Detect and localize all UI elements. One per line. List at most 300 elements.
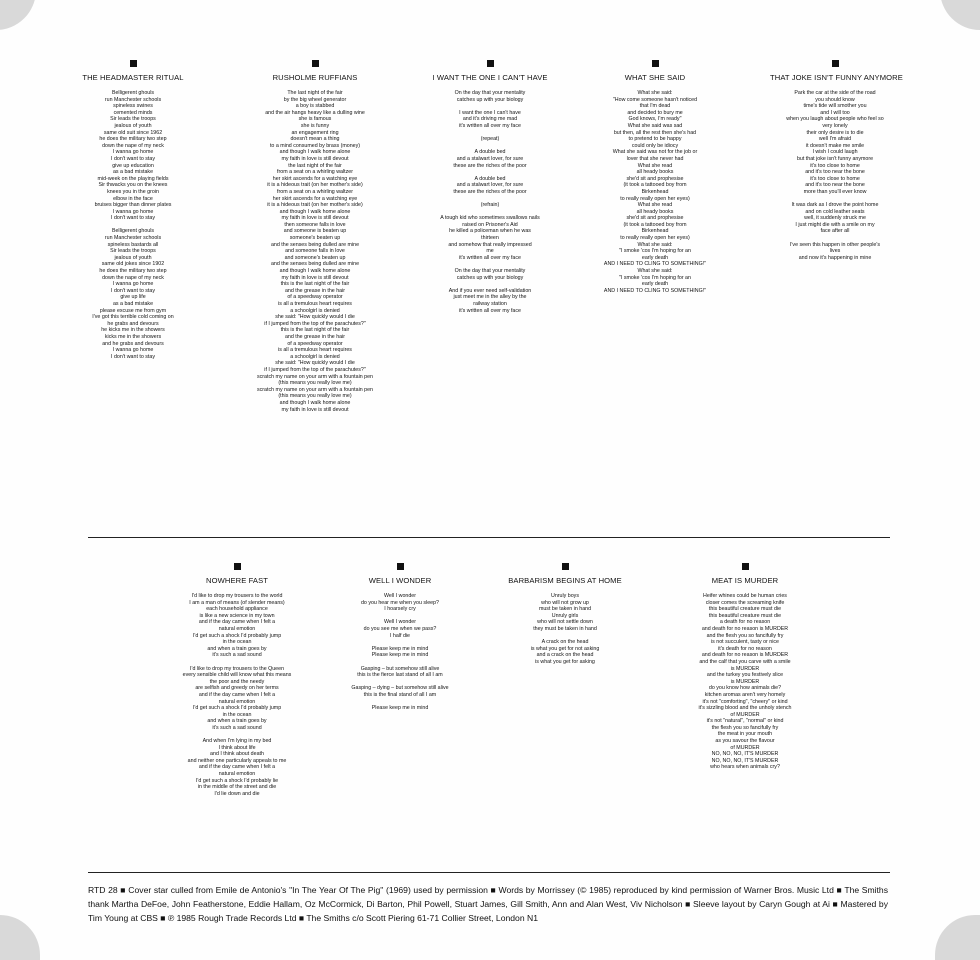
square-bullet-icon — [397, 563, 404, 570]
lyric-line: it's written all over my face — [459, 254, 521, 261]
lyric-line — [420, 143, 560, 150]
lyric-line: and though I walk home alone — [279, 399, 351, 406]
lyric-line: it is a hideous trait (on her mother's side) — [267, 182, 363, 189]
lyric-line: is MURDER — [730, 665, 760, 672]
lyric-line: a schoolgirl is denied — [290, 307, 340, 314]
song-title: THE HEADMASTER RITUAL — [82, 73, 184, 82]
lyric-line: this beautiful creature must die — [708, 606, 782, 613]
lyric-line: down the nape of my neck — [102, 274, 164, 281]
lyric-line: spineless swines — [113, 103, 153, 110]
lyric-line: and someone is beaten up — [283, 228, 347, 235]
lyric-line: run Manchester schools — [104, 96, 162, 103]
lyric-line: early death — [641, 281, 669, 288]
lyric-line: well I'm afraid — [818, 136, 852, 143]
lyric-line: (it took a tattooed boy from — [623, 221, 687, 228]
lyric-line: the last night of the fair — [288, 162, 342, 169]
lyric-line: well, it suddenly struck me — [804, 215, 866, 222]
lyric-line: and if the day came when I felt a — [198, 691, 276, 698]
lyric-line: Sir leads the troops — [110, 248, 156, 255]
lyric-line: is all a tremulous heart requires — [278, 301, 352, 307]
song-lyrics — [78, 90, 188, 360]
lyric-line: it's not "comforting", "cheery" or kind — [702, 698, 788, 705]
lyric-line: Please keep me in mind — [371, 705, 429, 712]
song-title: BARBARISM BEGINS AT HOME — [508, 576, 622, 585]
song-lyrics — [340, 593, 460, 712]
lyric-line: doesn't mean a thing — [290, 136, 340, 143]
lyric-line: Please keep me in mind — [371, 652, 429, 659]
lyric-line: but that joke isn't funny anymore — [796, 155, 874, 162]
lyric-line: they must be taken in hand — [533, 625, 597, 632]
lyric-line: who will not grow up — [541, 599, 589, 606]
lyric-line: The last night of the fair — [287, 90, 343, 96]
lyric-line: each household appliance — [206, 606, 268, 613]
lyric-line: he grabs and devours — [107, 320, 159, 327]
lyric-line: AND I NEED TO CLING TO SOMETHING!" — [603, 287, 707, 294]
lyric-line — [505, 633, 625, 640]
section-divider — [88, 537, 890, 538]
lyric-line: kitchen aromas aren't very homely — [704, 691, 786, 698]
lyric-line: Gasping – but somehow still alive — [360, 665, 440, 672]
lyric-line: these are the riches of the poor — [453, 188, 527, 195]
lyric-line: this is the final stand of all I am — [363, 691, 437, 698]
sleeve-corner-bottom-right — [935, 915, 980, 960]
lyric-line: as a bad mistake — [112, 301, 154, 307]
lyric-line: it's sizzling blood and the unholy stench — [698, 705, 792, 712]
lyric-line — [78, 222, 188, 229]
song-lyrics — [505, 593, 625, 666]
lyric-line: same old suit since 1962 — [103, 129, 163, 136]
lyric-line: is all a tremulous heart requires — [278, 347, 352, 354]
lyric-line: their only desire is to die — [806, 129, 864, 136]
lyric-line: What she said was not for the job or — [612, 149, 698, 156]
lyric-line: (it took a tattooed boy from — [623, 182, 687, 189]
lyric-line: of MURDER — [730, 744, 760, 751]
lyric-line — [420, 103, 560, 110]
song-title: I WANT THE ONE I CAN'T HAVE — [432, 73, 548, 82]
lyric-line: NO, NO, NO, IT'S MURDER — [711, 751, 779, 758]
lyric-line: closer comes the screaming knife — [705, 599, 785, 606]
lyric-line: if I jumped from the top of the parachutes?" — [264, 366, 366, 373]
lyric-line: she'd sit and prophesise — [626, 215, 684, 222]
lyric-line: to pretend to be happy — [628, 136, 682, 143]
lyric-line: very lonely — [822, 122, 848, 129]
lyric-line: What she read — [637, 202, 673, 209]
song-lyrics — [250, 90, 380, 413]
lyric-line: this is the fierce last stand of all I am — [357, 672, 443, 679]
song-column — [505, 563, 625, 666]
lyric-line: I hoarsely cry — [384, 606, 416, 613]
song-title: WHAT SHE SAID — [624, 73, 686, 82]
lyric-line: scratch my name on your arm with a fountain pen — [257, 373, 373, 380]
lyric-line: he killed a policeman when he was — [449, 228, 531, 235]
lyric-line: all heady books — [636, 208, 674, 215]
lyric-line: down the nape of my neck — [102, 142, 164, 149]
lyric-line: give up education — [112, 162, 154, 169]
lyric-line — [420, 261, 560, 268]
lyric-line: I'd like to drop my trousers to the world — [191, 593, 283, 599]
lyric-line: elbow in the face — [113, 195, 153, 202]
lyric-line: catches up with your biology — [456, 96, 524, 103]
lyric-line: my faith in love is still devout — [281, 274, 349, 281]
lyric-line — [340, 679, 460, 686]
lyric-line: and it's too near the bone — [805, 182, 865, 189]
lyric-line: someone's beaten up — [289, 235, 341, 242]
lyric-line: she said: "How quickly would I die — [275, 360, 355, 367]
lyric-line — [420, 281, 560, 288]
lyric-line: he does the military two step — [99, 136, 167, 143]
lyric-line: and it's too near the bone — [805, 169, 865, 176]
lyric-line: jealous of youth — [114, 122, 152, 129]
lyric-line: (refrain) — [480, 202, 500, 209]
lyric-line: Belligerent ghouls — [111, 228, 155, 235]
lyric-line: mid-week on the playing fields — [97, 175, 169, 182]
credits-text: RTD 28 ■ Cover star culled from Emile de Antonio's "In The Year Of The Pig" (1969) used by permission ■ Words by Morrissey (© 1985) reproduced by kind permission of Warner Bros. Music Ltd ■ The Smiths thank Martha DeFoe, John Featherstone, Eddie Hallam, Oz McCormick, Di Barton, Phil Powell, Stuart James, Gill Smith, Ann and Alan West, Viv Nicholson ■ Sleeve layout by Caryn Gough at Ai ■ Mastered by Tim Young at CBS ■ ℗ 1985 Rough Trade Records Ltd ■ The Smiths c/o Scott Piering 61-71 Collier Street, London N1 — [88, 885, 888, 923]
lyric-line: What she said: — [637, 268, 673, 275]
lyric-line: natural emotion — [218, 698, 256, 705]
lyric-line: spineless bastards all — [107, 241, 159, 248]
lyric-line: and I think about death — [210, 751, 264, 758]
square-bullet-icon — [562, 563, 569, 570]
lyric-line: it's such a sad sound — [212, 652, 262, 659]
lyric-line: and I will too — [820, 109, 850, 116]
lyric-line: bruises bigger than dinner plates — [94, 202, 172, 209]
lyric-line: Please keep me in mind — [371, 645, 429, 652]
lyric-line: but then, all the rest then she's had — [613, 129, 697, 136]
lyric-line: Birkenhead — [641, 188, 669, 195]
song-title: WELL I WONDER — [368, 576, 432, 585]
lyric-line: and someone's beaten up — [284, 254, 346, 261]
lyric-line: to really really open her eyes) — [620, 195, 690, 202]
lyric-line: lover that she never had — [626, 155, 684, 162]
lyric-line: and a crack on the head — [536, 652, 594, 659]
lyric-line: who will not settle down — [537, 619, 593, 626]
lyric-line: and the turkey you festively slice — [706, 672, 784, 679]
lyric-line: early death — [641, 254, 669, 261]
lyric-line: and if the day came when I felt a — [198, 764, 276, 771]
lyric-line: it doesn't make me smile — [805, 142, 865, 149]
lyric-line: she'd sit and prophesise — [626, 175, 684, 182]
song-column — [78, 60, 188, 360]
lyric-line: railway station — [473, 301, 507, 307]
lyric-line: is what you get for not asking — [530, 645, 600, 652]
lyric-line — [172, 659, 302, 666]
lyric-line: the flesh you so fancifully fry — [711, 724, 779, 731]
lyric-line: and the calf that you carve with a smile — [699, 658, 791, 665]
lyric-line: I've seen this happen in other people's — [789, 241, 881, 248]
lyric-line: and it's driving me mad — [462, 116, 518, 123]
lyric-line: by the big wheel generator — [283, 96, 347, 103]
lyric-line: it's written all over my face — [459, 307, 521, 314]
lyric-line: Gasping – dying – but somehow still alive — [351, 685, 449, 692]
lyric-line: then someone falls in love — [284, 221, 346, 228]
lyric-line: of a speedway operator — [287, 294, 343, 301]
lyric-line: A double bed — [474, 149, 506, 156]
lyric-line: Park the car at the side of the road — [794, 90, 876, 96]
lyric-line: all heady books — [636, 169, 674, 176]
lyric-line — [770, 235, 900, 242]
lyric-line: in the ocean — [222, 711, 252, 718]
lyric-line: the poor and the needy — [209, 678, 265, 685]
lyric-line: I don't want to stay — [111, 287, 155, 294]
lyric-line: she is funny — [300, 122, 330, 129]
lyric-line: do you know how animals die? — [708, 685, 782, 692]
lyric-line: as a bad mistake — [112, 169, 154, 176]
lyric-line: I am a man of means (of slender means) — [189, 599, 285, 606]
lyric-line: God knows, I'm ready" — [628, 116, 682, 123]
lyric-line: to really really open her eyes) — [620, 235, 690, 242]
lyric-line: this is the last night of the fair — [280, 281, 350, 288]
lyric-line: the meat in your mouth — [717, 731, 773, 738]
lyric-line: could only be idiocy — [631, 142, 679, 149]
lyric-line: her skirt ascends for a watching eye — [272, 195, 358, 202]
lyric-line: time's tide will smother you — [803, 103, 867, 110]
lyric-line: it's such a sad sound — [212, 724, 262, 731]
lyric-line — [340, 699, 460, 706]
lyric-line: A crack on the head — [541, 639, 589, 646]
lyric-line: and the flesh you so fancifully fry — [706, 632, 784, 639]
lyric-line: of a speedway operator — [287, 340, 343, 347]
song-column — [250, 60, 380, 413]
lyric-line: give up life — [120, 294, 146, 301]
lyric-line — [770, 196, 900, 203]
lyric-line: must be taken in hand — [538, 606, 592, 613]
lyric-line: and he grabs and devours — [102, 340, 164, 347]
lyric-line: this is the last night of the fair — [280, 327, 350, 334]
lyric-line: I want the one I can't have — [459, 109, 521, 116]
lyric-line: I wish I could laugh — [812, 149, 858, 156]
lyric-line: and the grease in the hair — [284, 333, 346, 340]
lyric-line: a schoolgirl is denied — [290, 353, 340, 360]
lyric-line: and the senses being dulled are mine — [270, 241, 360, 248]
lyric-line: I think about life — [218, 744, 256, 751]
lyric-line: I wanna go home — [112, 149, 154, 156]
lyric-line: it's death for no reason — [718, 645, 772, 652]
lyric-line: just meet me in the alley by the — [453, 294, 527, 301]
lyric-line: you should know — [815, 96, 855, 103]
lyric-line: from a seat on a whirling waltzer — [277, 169, 353, 176]
lyric-line — [420, 209, 560, 216]
lyric-line: run Manchester schools — [104, 235, 162, 242]
lyric-line: and neither one particularly appeals to me — [187, 757, 287, 764]
square-bullet-icon — [234, 563, 241, 570]
lyric-line: it's not "natural", "normal" or kind — [706, 718, 784, 725]
lyric-line: is what you get for asking — [535, 658, 595, 665]
lyric-line: (this means you really love me) — [278, 393, 352, 400]
lyric-line: please excuse me from gym — [99, 307, 167, 314]
song-column — [595, 60, 715, 294]
lyric-line: I don't want to stay — [111, 155, 155, 162]
lyric-line — [340, 639, 460, 646]
lyric-line: A double bed — [474, 175, 506, 182]
lyric-line: her skirt ascends for a watching eye — [272, 175, 358, 182]
lyric-line — [420, 130, 560, 137]
song-lyrics — [420, 90, 560, 314]
lyric-line: do you see me when we pass? — [363, 625, 437, 632]
lyric-line — [172, 731, 302, 738]
lyric-line: she said: "How quickly would I die — [275, 314, 355, 321]
lyric-line: and though I walk home alone — [279, 149, 351, 156]
square-bullet-icon — [130, 60, 137, 67]
lyric-line: and somehow that really impressed — [448, 241, 532, 248]
lyric-line: this beautiful creature must die — [708, 612, 782, 619]
lyric-line: it's written all over my face — [459, 122, 521, 129]
square-bullet-icon — [487, 60, 494, 67]
lyric-line: I wanna go home — [112, 347, 154, 354]
lyric-line: is not succulent, tasty or nice — [710, 639, 779, 646]
lyric-line: and the grease in the hair — [284, 287, 346, 294]
lyric-line: Unruly girls — [551, 612, 579, 619]
lyric-line: as you savour the flavour — [715, 738, 775, 745]
song-column — [770, 60, 903, 261]
lyric-line: these are the riches of the poor — [453, 162, 527, 169]
lyric-line: and someone falls in love — [285, 248, 345, 255]
lyric-line: of MURDER — [730, 711, 760, 718]
lyric-line: and though I walk home alone — [279, 268, 351, 275]
lyric-line: A tough kid who sometimes swallows nails — [440, 215, 540, 222]
lyric-line: I just might die with a smile on my — [795, 221, 875, 228]
square-bullet-icon — [652, 60, 659, 67]
lyric-line: and if the day came when I felt a — [198, 619, 276, 626]
song-column — [420, 60, 560, 314]
lyric-line: I half die — [389, 632, 411, 639]
lyric-line: he kicks me in the showers — [101, 327, 165, 334]
lyric-line: and a stalwart lover, for sure — [456, 155, 524, 162]
lyric-line: that I'm dead — [639, 103, 671, 110]
lyric-line: and a stalwart lover, for sure — [456, 182, 524, 189]
lyric-line: natural emotion — [218, 771, 256, 778]
lyric-line: I'd get such a shock I'd probably jump — [192, 705, 282, 712]
lyric-line: What she said: — [637, 90, 673, 96]
lyric-line: is MURDER — [730, 678, 760, 685]
lyric-line: scratch my name on your arm with a fountain pen — [257, 386, 373, 393]
lyric-line: it's too close to home — [810, 162, 860, 169]
song-column — [340, 563, 460, 712]
lyric-line: and when a train goes by — [207, 645, 267, 652]
lyric-line: my faith in love is still devout — [281, 406, 349, 413]
lyric-line: and decided to bury me — [627, 109, 683, 116]
lyric-line: And when I'm lying in my bed — [202, 738, 272, 745]
sleeve-corner-top-left — [0, 0, 36, 30]
lyric-line: I've got this terrible cold coming on — [92, 314, 174, 321]
lyric-line: Well I wonder — [384, 619, 416, 626]
lyric-line: if I jumped from the top of the parachutes?" — [264, 320, 366, 327]
song-column — [172, 563, 302, 797]
lyric-line: It was dark as I drove the point home — [791, 202, 879, 209]
lyric-line: and though I walk home alone — [279, 208, 351, 215]
lyric-line: What she read — [637, 162, 673, 169]
lyric-line: and the air hangs heavy like a dulling wine — [265, 109, 365, 116]
lyric-line: (this means you really love me) — [278, 380, 352, 387]
lyric-line: in the ocean — [222, 639, 252, 646]
lyric-line: Heifer whines could be human cries — [703, 593, 787, 599]
song-lyrics — [680, 593, 810, 771]
lyric-line: I wanna go home — [112, 281, 154, 288]
lyric-line: do you hear me when you sleep? — [360, 599, 440, 606]
lyric-line: from a seat on a whirling waltzer — [277, 188, 353, 195]
sleeve-corner-top-right — [940, 0, 980, 30]
lyric-line: same old jokes since 1902 — [101, 261, 165, 268]
lyric-line: it's too close to home — [810, 175, 860, 182]
song-title: RUSHOLME RUFFIANS — [272, 73, 358, 82]
lyric-line: I'd like to drop my trousers to the Queen — [189, 665, 285, 672]
lyric-line: And if you ever need self-validation — [448, 287, 532, 294]
lyric-line: when you laugh about people who feel so — [786, 116, 884, 123]
lyric-line: I don't want to stay — [111, 353, 155, 360]
lyric-line: kicks me in the showers — [104, 333, 162, 340]
lyric-line: Well I wonder — [384, 593, 416, 599]
lyric-line — [420, 169, 560, 176]
song-title: MEAT IS MURDER — [711, 576, 779, 585]
lyric-line: face after all — [820, 228, 850, 235]
lyric-line: who hears when animals cry? — [710, 764, 780, 771]
lyric-line: natural emotion — [218, 625, 256, 632]
square-bullet-icon — [742, 563, 749, 570]
lyric-line: AND I NEED TO CLING TO SOMETHING!" — [603, 261, 707, 268]
lyric-line: "How come someone hasn't noticed — [612, 96, 698, 103]
lyric-line: a boy is stabbed — [295, 103, 335, 110]
lyric-line: knees you in the groin — [107, 188, 159, 195]
lyric-line: he does the military two step — [99, 268, 167, 275]
lyric-line: catches up with your biology — [456, 274, 524, 281]
lyric-line: thirteen — [481, 235, 499, 242]
lyric-line: I don't want to stay — [111, 215, 155, 222]
lyric-line: in the middle of the street and die — [197, 784, 277, 791]
lyric-line: my faith in love is still devout — [281, 155, 349, 162]
lyric-line: Birkenhead — [641, 228, 669, 235]
lyric-line: are selfish and greedy on her terms — [195, 685, 279, 692]
lyric-line: a death for no reason — [719, 619, 771, 626]
lyric-line: it is a hideous trait (on her mother's side) — [267, 202, 363, 209]
lyric-line: On the day that your mentality — [454, 268, 526, 275]
song-lyrics — [172, 593, 302, 797]
lyric-line: "I smoke 'cos I'm hoping for an — [619, 248, 691, 255]
lyric-line: Unruly boys — [551, 593, 579, 599]
square-bullet-icon — [312, 60, 319, 67]
lyric-line: and when a train goes by — [207, 718, 267, 725]
song-lyrics — [770, 90, 900, 261]
footer-divider — [88, 872, 890, 873]
lyric-line — [420, 196, 560, 203]
song-lyrics — [595, 90, 715, 294]
lyric-line: to a mind consumed by brass (money) — [269, 142, 361, 149]
lyric-line — [340, 659, 460, 666]
lyric-line: raised on Prisoner's Aid — [462, 221, 518, 228]
lyric-line: and the senses being dulled are mine — [270, 261, 360, 268]
lyric-line: and on cold leather seats — [805, 208, 865, 215]
lyric-line: every sensible child will know what this means — [182, 672, 292, 679]
lyric-line: more than you'll ever know — [803, 188, 867, 195]
lyric-line: Sir thwacks you on the knees — [98, 182, 168, 189]
lyric-line: I'd lie down and die — [214, 790, 260, 797]
lyric-line: cemented minds — [113, 109, 153, 116]
lyric-line: is like a new science in my town — [199, 612, 275, 619]
sleeve-corner-bottom-left — [0, 915, 40, 960]
square-bullet-icon — [832, 60, 839, 67]
lyric-line: I'd get such a shock I'd probably jump — [192, 632, 282, 639]
lyric-line: she is famous — [298, 116, 332, 123]
lyric-line — [340, 613, 460, 620]
lyric-line: Belligerent ghouls — [111, 90, 155, 96]
lyric-line: I'd get such a shock I'd probably lie — [195, 777, 279, 784]
lyric-line: and now it's happening in mine — [798, 254, 872, 261]
lyric-line: "I smoke 'cos I'm hoping for an — [619, 274, 691, 281]
lyric-line: What she said was sad — [627, 122, 683, 129]
lyric-line: What she said: — [637, 241, 673, 248]
lyric-line: Sir leads the troops — [110, 116, 156, 123]
lyric-line: jealous of youth — [114, 254, 152, 261]
lyric-line: me — [486, 248, 494, 255]
lyric-line: NO, NO, NO, IT'S MURDER — [711, 757, 779, 764]
